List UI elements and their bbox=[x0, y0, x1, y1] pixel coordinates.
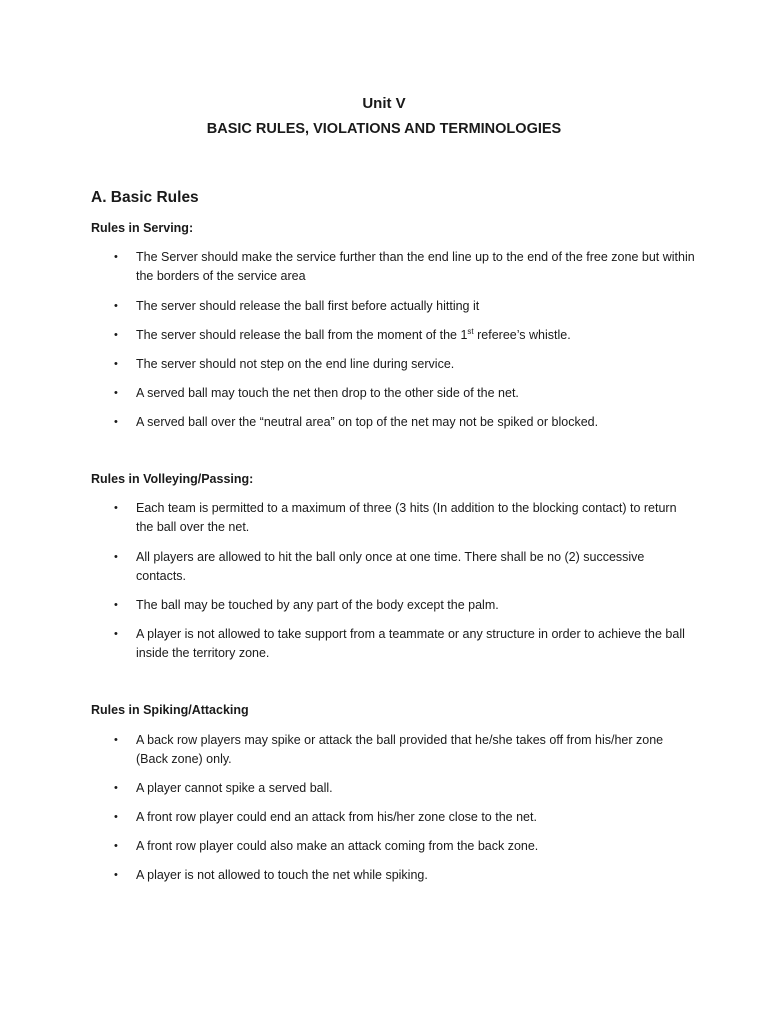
rule-text: A served ball over the “neutral area” on top of the net may not be spiked or blocked. bbox=[136, 415, 599, 429]
rule-text: A player cannot spike a served ball. bbox=[136, 781, 333, 795]
bullet-marker: • bbox=[114, 551, 118, 563]
bullet-marker: • bbox=[114, 734, 118, 746]
bullet-marker: • bbox=[114, 502, 118, 514]
subheading-serving: Rules in Serving: bbox=[91, 221, 194, 235]
bullet-marker: • bbox=[114, 387, 118, 399]
rule-text: The ball may be touched by any part of the body except the palm. bbox=[136, 598, 499, 612]
unit-title: Unit V bbox=[362, 95, 406, 112]
rule-text: Each team is permitted to a maximum of three (3 hits (In addition to the blocking contact) to return the ball over the net. bbox=[136, 501, 677, 534]
bullet-marker: • bbox=[114, 628, 118, 640]
rule-text: A front row player could end an attack from his/her zone close to the net. bbox=[136, 810, 537, 824]
subheading-spiking: Rules in Spiking/Attacking bbox=[91, 703, 249, 717]
rule-text: A player is not allowed to take support from a teammate or any structure in order to achieve the ball inside the territory zone. bbox=[136, 627, 685, 660]
rule-text: A player is not allowed to touch the net while spiking. bbox=[136, 868, 428, 882]
bullet-marker: • bbox=[114, 300, 118, 312]
bullet-marker: • bbox=[114, 782, 118, 794]
rule-text: The server should release the ball from the moment of the 1st referee’s whistle. bbox=[136, 326, 571, 342]
bullet-marker: • bbox=[114, 811, 118, 823]
ordinal-superscript: st bbox=[467, 326, 474, 336]
rule-text: A back row players may spike or attack the ball provided that he/she takes off from his/her zone (Back zone) only. bbox=[136, 733, 664, 766]
subheading-volleying: Rules in Volleying/Passing: bbox=[91, 472, 254, 486]
bullet-marker: • bbox=[114, 840, 118, 852]
rule-text: The server should not step on the end line during service. bbox=[136, 357, 455, 371]
main-title: BASIC RULES, VIOLATIONS AND TERMINOLOGIES bbox=[206, 121, 562, 137]
rule-text: All players are allowed to hit the ball only once at one time. There shall be no (2) successive contacts. bbox=[136, 550, 645, 583]
bullet-marker: • bbox=[114, 416, 118, 428]
rule-text: A served ball may touch the net then drop to the other side of the net. bbox=[136, 386, 519, 400]
bullet-marker: • bbox=[114, 358, 118, 370]
bullet-marker: • bbox=[114, 329, 118, 341]
rule-text: The Server should make the service further than the end line up to the end of the free zone but within the borders of the service area bbox=[136, 250, 695, 283]
bullet-marker: • bbox=[114, 251, 118, 263]
bullet-marker: • bbox=[114, 599, 118, 611]
bullet-marker: • bbox=[114, 869, 118, 881]
section-heading: A. Basic Rules bbox=[91, 189, 199, 206]
rule-text: The server should release the ball first before actually hitting it bbox=[136, 299, 480, 313]
rule-text: A front row player could also make an attack coming from the back zone. bbox=[136, 839, 539, 853]
